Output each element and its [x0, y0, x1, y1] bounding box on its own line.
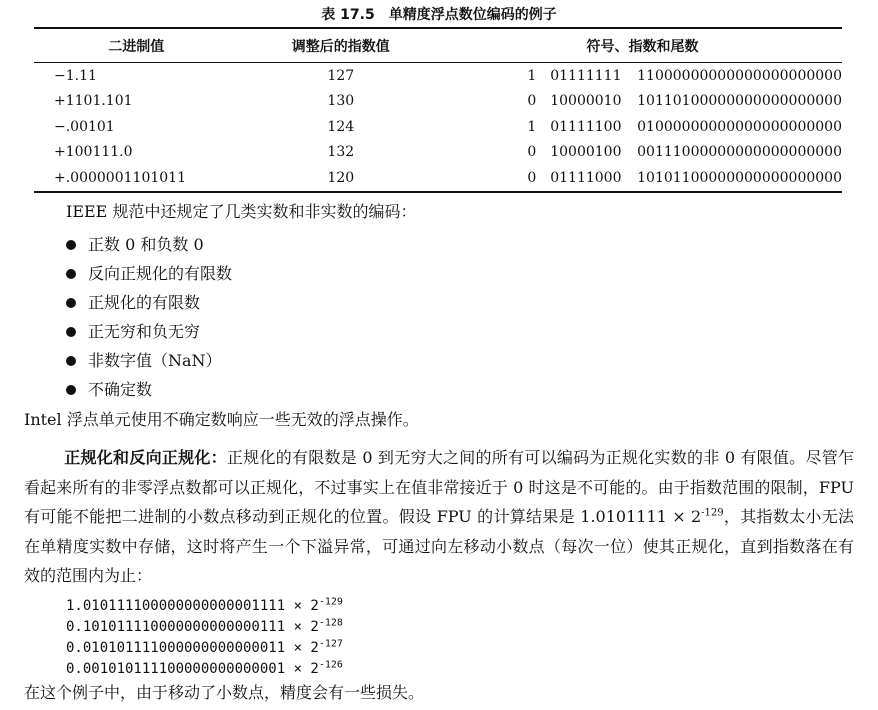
example-value: 1.010111100000000000001111 × 2 [66, 598, 319, 614]
cell-exponent: 124 [327, 118, 355, 135]
example-exponent: -129 [318, 596, 343, 608]
table-caption: 表 17.5 单精度浮点数位编码的例子 [321, 7, 557, 23]
example-exponent: -127 [318, 638, 343, 650]
section-exponent: -129 [701, 507, 724, 519]
table-row [34, 114, 842, 140]
intro-paragraph: IEEE 规范中还规定了几类实数和非实数的编码： [66, 202, 417, 221]
cell-exp-bits: 01111000 [550, 165, 637, 192]
example-exponent: -128 [318, 617, 343, 629]
section-lead: 正规化和反向正规化： [64, 448, 227, 467]
shift-examples [66, 596, 343, 680]
section-text-rest: ，其指数太小无法在单精度实数中存储，这时将产生一个下溢异常，可通过向左移动小数点（每次一位）使其正规化，直到指数落在有效的范围内为止： [24, 507, 854, 585]
encoding-table [34, 27, 842, 193]
bullet-dot-icon [66, 356, 76, 366]
header-exponent: 调整后的指数值 [239, 28, 444, 63]
cell-exponent: 120 [239, 165, 444, 192]
cell-exp-bits: 01111100 [550, 118, 622, 135]
list-item-label: 反向正规化的有限数 [88, 264, 233, 283]
list-item [66, 288, 232, 317]
list-item [66, 375, 232, 404]
bullet-dot-icon [66, 240, 76, 250]
cell-binary: +100111.0 [54, 144, 133, 161]
cell-sign: 0 [527, 93, 537, 110]
list-item [66, 346, 232, 375]
cell-sign: 0 [527, 144, 537, 161]
cell-mantissa: 11000000000000000000000 [637, 67, 842, 84]
cell-exp-bits: 10000100 [550, 144, 622, 161]
cell-binary: −1.11 [54, 67, 97, 84]
example-value: 0.001010111100000000000001 × 2 [66, 661, 319, 677]
bullet-dot-icon [66, 269, 76, 279]
cell-exp-bits: 10000010 [550, 93, 622, 110]
table-header-row [34, 28, 842, 63]
bullet-dot-icon [66, 385, 76, 395]
bullet-dot-icon [66, 327, 76, 337]
cell-binary: +1101.101 [54, 93, 133, 110]
example-value: 0.101011110000000000000111 × 2 [66, 619, 319, 635]
cell-exponent: 132 [327, 144, 355, 161]
cell-mantissa: 00111000000000000000000 [637, 144, 842, 161]
cell-sign: 1 [527, 118, 537, 135]
example-exponent: -126 [318, 659, 343, 671]
list-item-label: 正无穷和负无穷 [88, 322, 201, 341]
example-line [66, 596, 343, 617]
header-encoding: 符号、指数和尾数 [443, 28, 842, 63]
intel-paragraph: Intel 浮点单元使用不确定数响应一些无效的浮点操作。 [24, 410, 419, 429]
table-row [34, 165, 842, 192]
table-row [34, 140, 842, 166]
example-line [66, 638, 343, 659]
normalization-paragraph [24, 443, 854, 591]
list-item-label: 正数 0 和负数 0 [88, 235, 204, 254]
cell-exponent: 130 [327, 93, 355, 110]
cell-sign: 1 [527, 67, 537, 84]
closing-paragraph: 在这个例子中，由于移动了小数点，精度会有一些损失。 [24, 683, 425, 702]
bullet-dot-icon [66, 298, 76, 308]
cell-exponent: 127 [327, 67, 355, 84]
example-value: 0.010101111000000000000011 × 2 [66, 640, 319, 656]
cell-exp-bits: 01111111 [550, 67, 622, 84]
table-row [34, 63, 842, 89]
table-row [34, 89, 842, 115]
cell-mantissa: 10101100000000000000000 [637, 165, 842, 192]
list-item [66, 317, 232, 346]
header-binary: 二进制值 [34, 28, 239, 63]
list-item [66, 230, 232, 259]
list-item-label: 正规化的有限数 [88, 293, 201, 312]
list-item-label: 不确定数 [88, 380, 153, 399]
category-list [66, 230, 232, 404]
example-line [66, 617, 343, 638]
cell-binary: −.00101 [54, 118, 115, 135]
list-item-label: 非数字值（NaN） [88, 351, 222, 370]
section-text: 正规化的有限数是 0 到无穷大之间的所有可以编码为正规化实数的非 0 有限值。尽管乍看起来所有的非零浮点数都可以正规化，不过事实上在值非常接近于 0 时这是不可能的。由于指数范围的限制，FPU 有可能不能把二进制的小数点移动到正规化的位置。假设 FPU 的计算结果是 1.0101111 × 2 [24, 448, 854, 526]
example-line [66, 659, 343, 680]
cell-mantissa: 01000000000000000000000 [637, 118, 842, 135]
cell-sign: 0 [443, 165, 550, 192]
cell-mantissa: 10110100000000000000000 [637, 93, 842, 110]
list-item [66, 259, 232, 288]
cell-binary: +.0000001101011 [34, 165, 239, 192]
